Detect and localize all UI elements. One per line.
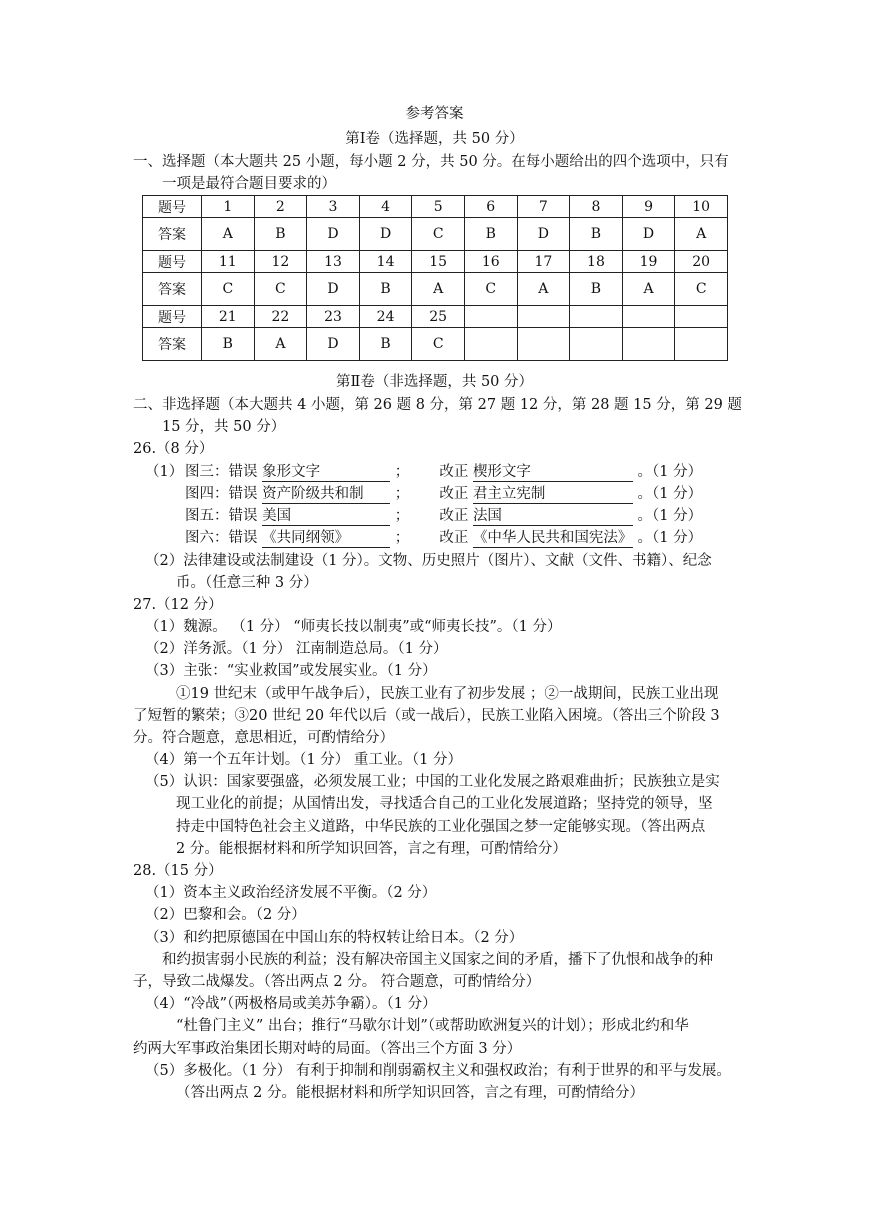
q28-line: 和约损害弱小民族的利益；没有解决帝国主义国家之间的矛盾，播下了仇恨和战争的种 bbox=[162, 952, 713, 968]
q27-line: 分。符合题意，意思相近，可酌情给分） bbox=[133, 730, 394, 746]
correct-answer: 《中华人民共和国宪法》 bbox=[472, 530, 633, 546]
separator: ； bbox=[394, 464, 410, 480]
table-cell: 1 bbox=[202, 196, 255, 218]
table-cell: B bbox=[254, 218, 307, 251]
table-cell: A bbox=[254, 328, 307, 361]
table-cell: 12 bbox=[254, 251, 307, 273]
table-cell: 5 bbox=[412, 196, 465, 218]
table-cell: 24 bbox=[359, 306, 412, 328]
table-cell bbox=[570, 328, 623, 361]
table-cell: B bbox=[359, 273, 412, 306]
q27-line: （4）第一个五年计划。（1 分） 重工业。（1 分） bbox=[145, 752, 463, 768]
table-row bbox=[143, 251, 728, 273]
table-cell bbox=[517, 328, 570, 361]
table-cell bbox=[517, 306, 570, 328]
table-cell: 21 bbox=[202, 306, 255, 328]
table-cell bbox=[622, 306, 675, 328]
q28-line: “杜鲁门主义” 出台；推行“马歇尔计划”（或帮助欧洲复兴的计划）；形成北约和华 bbox=[176, 1018, 689, 1034]
table-cell: D bbox=[307, 218, 360, 251]
table-cell: 25 bbox=[412, 306, 465, 328]
q27-line: （2）洋务派。（1 分） 江南制造总局。（1 分） bbox=[145, 641, 448, 657]
table-cell: 20 bbox=[675, 251, 728, 273]
table-cell: 6 bbox=[464, 196, 517, 218]
fix-label: 改正 bbox=[439, 486, 469, 502]
table-cell: 11 bbox=[202, 251, 255, 273]
num-label: 题号 bbox=[143, 196, 202, 218]
ans-label: 答案 bbox=[143, 218, 202, 251]
wrong-answer: 《共同纲领》 bbox=[262, 529, 390, 548]
table-cell: 23 bbox=[307, 306, 360, 328]
num-label: 题号 bbox=[143, 251, 202, 273]
figure-label: 图五：错误 bbox=[185, 508, 258, 524]
wrong-answer: 美国 bbox=[262, 507, 390, 526]
table-row bbox=[143, 218, 728, 251]
table-cell: B bbox=[359, 328, 412, 361]
separator: ； bbox=[394, 508, 410, 524]
q27-label: 27.（12 分） bbox=[133, 597, 223, 613]
table-row bbox=[143, 196, 728, 218]
table-cell: 17 bbox=[517, 251, 570, 273]
q26-part2-line2: 币。（任意三种 3 分） bbox=[176, 575, 318, 591]
score: 。（1 分） bbox=[637, 530, 703, 546]
table-cell: 22 bbox=[254, 306, 307, 328]
q28-line: （1）资本主义政治经济发展不平衡。（2 分） bbox=[145, 885, 437, 901]
q26-row bbox=[185, 484, 702, 504]
figure-label: 图四：错误 bbox=[185, 486, 258, 502]
page-title: 参考答案 bbox=[405, 106, 464, 122]
separator: ； bbox=[394, 530, 410, 546]
section2-intro-line1: 二、非选择题（本大题共 4 小题，第 26 题 8 分，第 27 题 12 分，第 28 题 15 分，第 29 题 bbox=[133, 397, 742, 413]
q27-line: （3）主张：“实业救国”或发展实业。（1 分） bbox=[145, 663, 437, 679]
figure-label: 图六：错误 bbox=[185, 530, 258, 546]
table-cell: C bbox=[202, 273, 255, 306]
table-cell: 8 bbox=[570, 196, 623, 218]
table-cell: C bbox=[412, 328, 465, 361]
table-cell bbox=[570, 306, 623, 328]
q28-line: （3）和约把原德国在中国山东的特权转让给日本。（2 分） bbox=[145, 930, 524, 946]
q27-line: 持走中国特色社会主义道路，中华民族的工业化强国之梦一定能够实现。（答出两点 bbox=[176, 819, 706, 835]
table-cell: 13 bbox=[307, 251, 360, 273]
wrong-answer: 资产阶级共和制 bbox=[262, 485, 390, 504]
table-cell: A bbox=[412, 273, 465, 306]
q28-line: （答出两点 2 分。能根据材料和所学知识回答，言之有理，可酌情给分） bbox=[176, 1085, 644, 1101]
fix-label: 改正 bbox=[439, 508, 469, 524]
q28-line: 子，导致二战爆发。（答出两点 2 分。 符合题意，可酌情给分） bbox=[133, 974, 541, 990]
table-cell: A bbox=[675, 218, 728, 251]
table-cell: A bbox=[622, 273, 675, 306]
table-cell: 16 bbox=[464, 251, 517, 273]
table-cell: B bbox=[202, 328, 255, 361]
correct-answer: 君主立宪制 bbox=[473, 485, 633, 504]
q27-line: （1）魏源。 （1 分） “师夷长技以制夷”或“师夷长技”。（1 分） bbox=[145, 619, 562, 635]
q27-line: 2 分。能根据材料和所学知识回答，言之有理，可酌情给分） bbox=[176, 841, 567, 857]
table-cell: D bbox=[622, 218, 675, 251]
table-cell: 14 bbox=[359, 251, 412, 273]
q27-line: ①19 世纪末（或甲午战争后），民族工业有了初步发展 ；②一战期间，民族工业出现 bbox=[176, 686, 719, 702]
table-cell bbox=[675, 306, 728, 328]
fix-label: 改正 bbox=[439, 464, 469, 480]
q28-line: （5）多极化。（1 分） 有利于抑制和削弱霸权主义和强权政治；有利于世界的和平与发展。 bbox=[145, 1063, 731, 1079]
table-cell: 10 bbox=[675, 196, 728, 218]
q27-line: （5）认识：国家要强盛，必须发展工业；中国的工业化发展之路艰难曲折；民族独立是实 bbox=[145, 774, 720, 790]
section1-heading: 第Ⅰ卷（选择题，共 50 分） bbox=[345, 131, 524, 147]
table-cell: C bbox=[675, 273, 728, 306]
score: 。（1 分） bbox=[637, 464, 703, 480]
correct-answer: 楔形文字 bbox=[473, 463, 633, 482]
ans-label: 答案 bbox=[143, 328, 202, 361]
score: 。（1 分） bbox=[637, 508, 703, 524]
figure-label: 图三：错误 bbox=[185, 464, 258, 480]
table-row bbox=[143, 328, 728, 361]
q26-row bbox=[185, 528, 702, 548]
table-cell bbox=[622, 328, 675, 361]
table-cell: 15 bbox=[412, 251, 465, 273]
fix-label: 改正 bbox=[439, 530, 469, 546]
table-cell: B bbox=[464, 218, 517, 251]
table-cell: 2 bbox=[254, 196, 307, 218]
table-cell: 4 bbox=[359, 196, 412, 218]
table-cell: D bbox=[359, 218, 412, 251]
answer-table bbox=[142, 195, 728, 361]
table-cell: B bbox=[570, 273, 623, 306]
q27-line: 现工业化的前提；从国情出发，寻找适合自己的工业化发展道路；坚持党的领导，坚 bbox=[176, 796, 713, 812]
table-cell: 3 bbox=[307, 196, 360, 218]
table-cell bbox=[464, 306, 517, 328]
num-label: 题号 bbox=[143, 306, 202, 328]
table-row bbox=[143, 273, 728, 306]
section1-intro-line2: 一项是最符合题目要求的） bbox=[162, 176, 336, 192]
q26-part2-line1: （2）法律建设或法制建设（1 分）。文物、历史照片（图片）、文献（文件、书籍）、纪念 bbox=[145, 553, 712, 569]
table-cell: A bbox=[517, 273, 570, 306]
table-cell: 9 bbox=[622, 196, 675, 218]
q28-line: （4）“冷战”（两极格局或美苏争霸）。（1 分） bbox=[145, 996, 437, 1012]
table-cell: C bbox=[412, 218, 465, 251]
q28-line: （2）巴黎和会。（2 分） bbox=[145, 907, 306, 923]
wrong-answer: 象形文字 bbox=[262, 463, 390, 482]
table-cell: D bbox=[307, 273, 360, 306]
ans-label: 答案 bbox=[143, 273, 202, 306]
q26-label: 26.（8 分） bbox=[133, 441, 214, 457]
table-cell: C bbox=[464, 273, 517, 306]
table-cell: D bbox=[517, 218, 570, 251]
section2-intro-line2: 15 分，共 50 分） bbox=[162, 419, 286, 435]
correct-answer: 法国 bbox=[473, 507, 633, 526]
table-cell: 18 bbox=[570, 251, 623, 273]
table-cell: B bbox=[570, 218, 623, 251]
score: 。（1 分） bbox=[637, 486, 703, 502]
q26-part1-prefix: （1） bbox=[145, 464, 184, 480]
table-cell: A bbox=[202, 218, 255, 251]
section1-intro-line1: 一、选择题（本大题共 25 小题，每小题 2 分，共 50 分。在每小题给出的四个选项中，只有 bbox=[133, 154, 729, 170]
section2-heading: 第Ⅱ卷（非选择题，共 50 分） bbox=[335, 374, 534, 390]
separator: ； bbox=[394, 486, 410, 502]
table-cell: C bbox=[254, 273, 307, 306]
q26-row bbox=[185, 506, 702, 526]
table-cell: 7 bbox=[517, 196, 570, 218]
table-cell bbox=[464, 328, 517, 361]
table-cell bbox=[675, 328, 728, 361]
q26-row bbox=[185, 462, 702, 482]
table-cell: 19 bbox=[622, 251, 675, 273]
q28-line: 约两大军事政治集团长期对峙的局面。（答出三个方面 3 分） bbox=[133, 1041, 522, 1057]
q28-label: 28.（15 分） bbox=[133, 863, 223, 879]
table-row bbox=[143, 306, 728, 328]
table-cell: D bbox=[307, 328, 360, 361]
q27-line: 了短暂的繁荣；③20 世纪 20 年代以后（或一战后），民族工业陷入困境。（答出三个阶段 3 bbox=[133, 708, 720, 724]
